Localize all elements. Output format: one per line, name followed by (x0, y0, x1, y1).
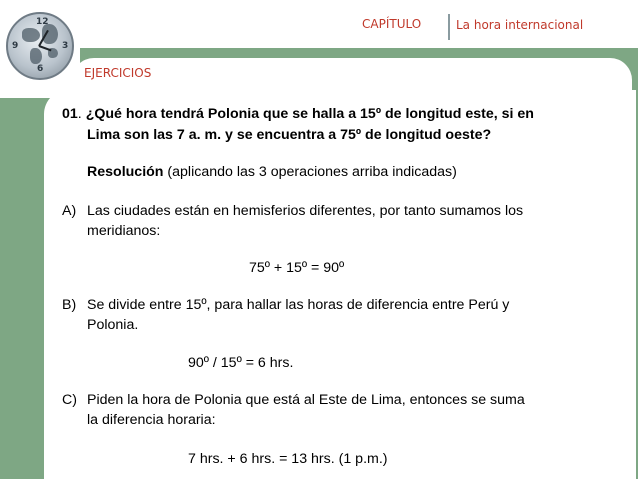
clock-number-12: 12 (36, 17, 49, 27)
step-a-equation: 75º + 15º = 90º (249, 260, 345, 276)
resolution-note: (aplicando las 3 operaciones arriba indicadas) (167, 164, 457, 180)
clock-number-9: 9 (12, 41, 19, 51)
step-a-line-1 (62, 203, 524, 219)
topic-label: La hora internacional (456, 18, 584, 32)
clock-number-6: 6 (37, 64, 44, 74)
step-c-line-1 (62, 392, 525, 408)
step-a-text-2: meridianos: (87, 223, 161, 239)
question-text-2: Lima son las 7 a. m. y se encuentra a 75º de longitud oeste? (87, 127, 492, 143)
exercise-number-separator: . (77, 106, 82, 122)
step-c-letter: C) (62, 392, 77, 408)
chapter-label: CAPÍTULO (362, 17, 422, 31)
section-title: EJERCICIOS (84, 66, 152, 80)
step-b-equation: 90º / 15º = 6 hrs. (188, 355, 294, 371)
step-a-letter: A) (62, 203, 77, 219)
step-b-line-1 (62, 297, 510, 313)
step-b-letter: B) (62, 297, 77, 313)
question-line-2 (87, 127, 491, 143)
step-a-text-1: Las ciudades están en hemisferios diferentes, por tanto sumamos los (87, 203, 524, 219)
exercise-number: 01 (62, 106, 78, 122)
resolution-line (87, 164, 457, 180)
resolution-label: Resolución (87, 164, 164, 180)
clock-number-3: 3 (62, 41, 69, 51)
step-c-text-2: la diferencia horaria: (87, 412, 216, 428)
step-b-text-1: Se divide entre 15º, para hallar las horas de diferencia entre Perú y (87, 297, 510, 313)
step-c-text-1: Piden la hora de Polonia que está al Este de Lima, entonces se suma (87, 392, 525, 408)
question-line-1 (62, 106, 534, 122)
step-b-text-2: Polonia. (87, 317, 139, 333)
question-text-1: ¿Qué hora tendrá Polonia que se halla a 15º de longitud este, si en (85, 106, 534, 122)
step-c-equation: 7 hrs. + 6 hrs. = 13 hrs. (1 p.m.) (188, 451, 388, 467)
